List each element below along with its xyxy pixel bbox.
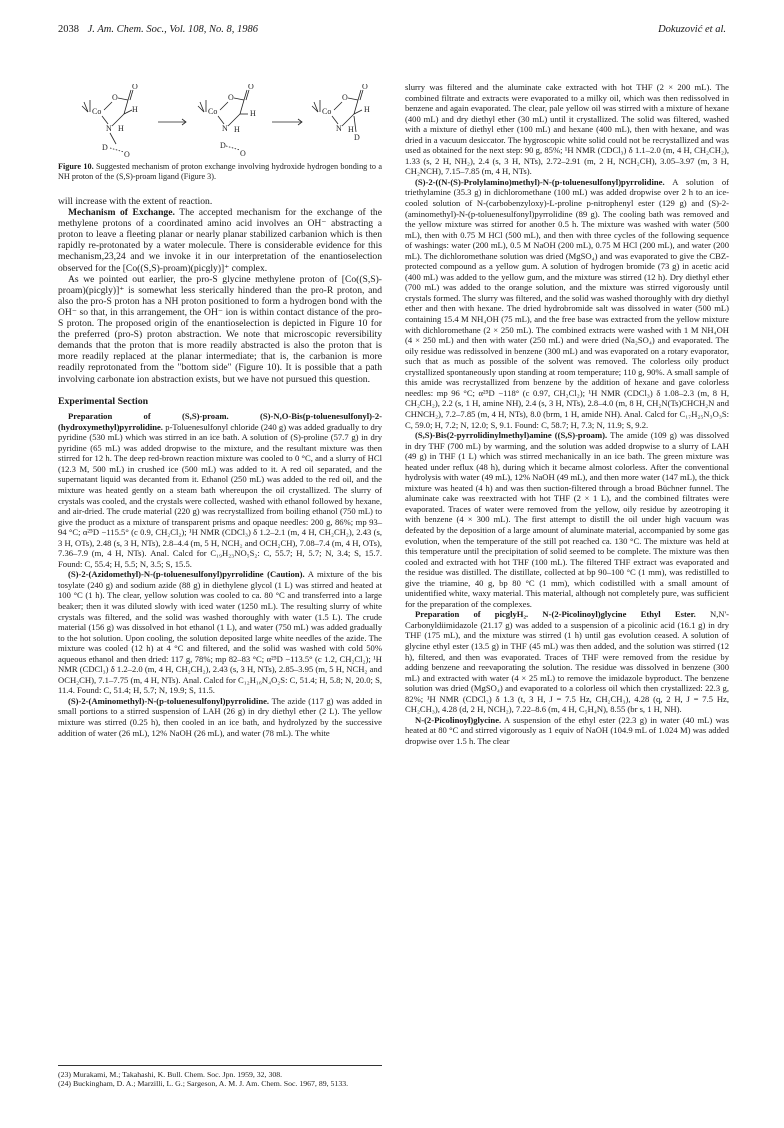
procedure-heading: N-(2-Picolinoyl)glycine. xyxy=(415,714,502,725)
figure-10-scheme xyxy=(58,84,382,160)
atom-o-2: O xyxy=(132,84,138,91)
atom-h-2: H xyxy=(118,124,124,133)
procedure-text: A mixture of the bis tosylate (240 g) and sodium azide (88 g) in diethylene glycol (1 L) was stirred and heated at 100 °C (1 h). The clear, yellow solution was cooled to ca. 80 °C and transferred into a large beaker; then it was diluted slowly with iced water (1250 mL). The resulting slurry of white crystals was filtered, and the solid was washed thoroughly with water (1.5 L). The crude material (156 g) was dissolved in hot ethanol (1 L), and water (750 mL) was added gradually to the hot solution. Upon cooling, the solution deposited large white needles of the azide. The mixture was cooled (12 h) at 4 °C and filtered, and the solid was washed with cold 50% aqueous ethanol and then dried: 117 g, 78%; mp 82–83 °C; α²⁵D −113.5° (c 1.2, CH₂Cl₂); ¹H NMR (CDCl₃) δ 1.2–2.0 (m, 4 H, CH₂CH₂), 2.43 (s, 3 H, NTs), 2.85–3.95 (m, 5 H, NCH₂ and OCH₂CH), 7.1–7.75 (m, 4 H, NTs). Anal. Calcd for C₁₂H₁₆N₄O₂S: C, 51.4; H, 5.8; N, 20.0; S, 11.4. Found: C, 51.4; H, 5.7; N, 19.9; S, 11.5. xyxy=(58,569,383,696)
footnotes xyxy=(58,1065,382,1089)
procedure-text: The azide (117 g) was added in small portions to a stirred suspension of LAH (26 g) in dry diethyl ether (2 L). The yellow mixture was stirred (0.25 h), then cooled in an ice bath, and hydrolyzed by the successive addition of water (26 mL), 12% NaOH (26 mL), and water (78 mL). The white xyxy=(58,695,382,738)
mechanism-paragraph xyxy=(58,207,382,274)
atom-o-4: O xyxy=(228,93,234,102)
procedure-paragraph xyxy=(405,177,729,430)
procedure-text: The amide (109 g) was dissolved in dry THF (700 mL) by warming, and the solution was added dropwise to a slurry of LAH (49 g) in THF (1 L) which was stirred mechanically in an ice bath. The green mixture was heated under reflux (48 h), during which it became almost colorless. After the conventional hydrolysis with water (49 mL), 12% NaOH (49 mL), and then more water (147 mL), the thick mixture was heated (4 h) and was then suction-filtered through a broad Büchner funnel. The aluminate cake was reextracted with hot THF (2 × 1 L), and the combined filtrates were evaporated. Traces of water were removed from the yellow, oily residue by azeotroping it with benzene (4 × 300 mL). The first attempt to distill the oil under high vacuum was defeated by the deposition of a large amount of aluminate material, accompanied by some gas evolution, when the temperature of the still pot reached ca. 130 °C. The mixture was held at this temperature until the precipitation of solid seemed to be complete. The mixture was then cooled and extracted with hot THF (100 mL). The filtered THF extract was evaporated and the residue was distilled. The distillate, collected at bp 90–100 °C (1 mm), was redistilled to give the triamine, 40 g, bp 80 °C (1 mm), which codistilled with a small amount of unidentified white, waxy material. This material, although not completely pure, was sufficient for the preparation of the complexes. xyxy=(405,430,729,609)
procedure-heading: Preparation of picglyH₂. N-(2-Picolinoyl)glycine Ethyl Ester. xyxy=(415,609,696,620)
atom-o-7: O xyxy=(342,93,348,102)
reaction-arrow-2 xyxy=(272,119,302,125)
procedure-paragraph xyxy=(405,715,729,747)
procedure-heading: (S)-2-((N-(S)-Prolylamino)methyl)-N-(p-toluenesulfonyl)pyrrolidine. xyxy=(415,176,665,187)
procedure-heading: Preparation of (S,S)-proam. (S)-N,O-Bis(p-toluenesulfonyl)-2-(hydroxymethyl)pyrrolidine. xyxy=(58,411,382,432)
atom-n-2: N xyxy=(222,124,228,133)
procedure-text: A solution of triethylamine (35.3 g) in dichloromethane (100 mL) was added dropwise over 2 h to an ice-cooled solution of N-(carbobenzyloxy)-L-proline p-nitrophenyl ester (129 g) and (S)-2-(aminomethyl)-N-(p-toluenesulfonyl)pyrrolidine (89 g). The cooling bath was removed and the yellow mixture was stirred for another 0.5 h. The mixture was washed with water (500 mL), then with 0.75 M HCl (500 mL), and then with three cycles of the following sequence of washings: water (200 mL), 0.5 M NaOH (200 mL), 0.75 M HCl (200 mL), and water (200 mL). The dichloromethane solution was dried (MgSO₄) and was evaporated to give the CBZ-protected compound as a yellow gum. A solution of hydrogen bromide (73 g) in acetic acid (400 mL) was added to the yellow gum, and the mixture was stirred (12 h). Dry diethyl ether (700 mL) was added to the orange solution, and the mixture was stirred vigorously until crystals formed. The slurry was filtered, and the solid was washed thoroughly with dry diethyl ether and then with hexane. The dried hydrobromide salt was dissolved in water (500 mL) containing 15.4 M NH₄OH (75 mL), and the free base was extracted from the yellow mixture with dichloromethane (2 × 250 mL). The combined extracts were washed with 1 M NH₄OH (4 × 250 mL) and then with water (250 mL) and were dried (Na₂SO₄) and evaporated. The oily residue was redissolved in benzene (300 mL) and was evaporated on a rotary evaporator, such that as much as possible of the solvent was removed. The colorless oily product crystallized spontaneously upon standing at room temperature; 110 g, 90%. A small sample of this amide was recrystallized from benzene by the addition of hexane and gave colorless needles: mp 96 °C; α²⁵D −118° (c 0.97, CH₂Cl₂); ¹H NMR (CDCl₃) δ 1.08–2.3 (m, 8 H, CH₂CH₂), 2.2 (s, 1 H, amine NH), 2.4 (s, 3 H, NTs), 2.8–4.0 (m, 8 H, CH₂N(Ts)CHCH₂N and CHNCH₂), 7.2–7.85 (m, 4 H, NTs), 8.0 (brm, 1 H, amide NH). Anal. Calcd for C₁₇H₂₅N₃O₃S: C, 59.0; H, 7.2; N, 12.0; S, 9.1. Found: C, 58.7; H, 7.3; N, 11.9; S, 9.2. xyxy=(405,176,729,430)
running-head xyxy=(58,24,726,40)
atom-d-2: D xyxy=(220,141,226,150)
procedure-paragraph xyxy=(58,569,382,696)
procedure-paragraph xyxy=(405,609,729,714)
procedure-paragraph xyxy=(58,696,382,738)
discussion-text xyxy=(58,196,382,385)
atom-o-8: O xyxy=(362,84,368,91)
atom-co-3: Co xyxy=(322,107,332,116)
procedure-paragraph xyxy=(58,411,382,569)
paragraph-text: The accepted mechanism for the exchange of the methylene protons of a coordinated amino acid involves an OH⁻ abstracting a proton to leave a fleeting planar or nearly planar stabilized carbanion which is then rapidly re-protonated by a water molecule. There is considerable evidence for this mechanism,23,24 and we invoke it in our interpretation of the enantioselection observed for the [Co((S,S)-proam)(picgly)]⁺ complex. xyxy=(58,207,382,274)
atom-n-1: N xyxy=(106,124,112,133)
running-head-left xyxy=(58,24,258,35)
author-line: Dokuzović et al. xyxy=(658,24,726,35)
atom-h-6: H xyxy=(348,125,354,134)
left-column xyxy=(58,84,382,738)
procedure-heading: (S)-2-(Azidomethyl)-N-(p-toluenesulfonyl)pyrrolidine (Caution). xyxy=(68,569,305,580)
procedure-heading: (S)-2-(Aminomethyl)-N-(p-toluenesulfonyl)pyrrolidine. xyxy=(68,695,270,706)
paragraph: As we pointed out earlier, the pro-S glycine methylene proton of [Co((S,S)-proam)(picgly)]⁺ is somewhat less sterically hindered than the pro-R proton, and also the pro-S proton has a NH proton positioned to form a hydrogen bond with the OH⁻ so that, in this arrangement, the OH⁻ ion is within contact distance of the pro-S proton. The proposed origin of the enantioselection is depicted in Figure 10 for the preferred (pro-S) proton abstraction. We note that microscopic reversibility demands that the proton that is more readily abstracted is also the proton that is more readily replaced at the planar intermediate; that is, the carbanion is more readily reprotonated from the "bottom side" (Figure 10). It is possible that a path involving carbonate ion abstraction exists, but we have not pursued this question. xyxy=(58,273,382,385)
experimental-section-title: Experimental Section xyxy=(58,395,149,407)
mechanism-diagram xyxy=(58,84,382,160)
atom-o-6: O xyxy=(240,149,246,158)
atom-co-2: Co xyxy=(208,107,218,116)
figure-caption-label: Figure 10. xyxy=(58,162,94,171)
atom-o-5: O xyxy=(248,84,254,91)
atom-d-1: D xyxy=(102,143,108,152)
atom-h-4: H xyxy=(234,125,240,134)
atom-co-1: Co xyxy=(92,107,102,116)
procedure-paragraph xyxy=(405,430,729,609)
reaction-arrow-1 xyxy=(158,119,186,125)
footnote-24: (24) Buckingham, D. A.; Marzilli, L. G.; Sargeson, A. M. J. Am. Chem. Soc. 1967, 89, 5133. xyxy=(58,1079,349,1089)
figure-caption xyxy=(58,162,382,182)
right-column xyxy=(405,82,729,746)
procedure-text: A suspension of the ethyl ester (22.3 g) in water (40 mL) was heated at 80 °C and stirred vigorously as 1 equiv of NaOH (104.9 mL of 1.024 M) was added dropwise over 1.5 h. The clear xyxy=(405,714,729,746)
atom-o-3: O xyxy=(124,150,130,159)
procedure-text: p-Toluenesulfonyl chloride (240 g) was added gradually to dry pyridine (530 mL) which was stirred in an ice bath. A solution of (S)-proline (57.7 g) in dry pyridine (65 mL) was added dropwise to the mixture, and the resultant mixture was then stirred for 12 h. The deep red-brown reaction mixture was cooled to 0 °C, and a slurry of HCl (12.3 M, 500 mL) in crushed ice (500 mL) was added to it. A red oil separated, and the supernatant liquid was decanted from it. Ethanol (250 mL) was added to the red oil, and the mixture was heated gently on a steam bath whereupon the oil crystallized. The slurry of crystals was cooled, and the crystals were collected, washed with ethanol followed by hexane, and air-dried. The crude material (220 g) was recrystallized from boiling ethanol (750 mL) to give the product as a mixture of transparent prisms and opaque needles: 200 g, 86%; mp 93–94 °C; α²⁵D −115.5° (c 0.9, CH₂Cl₂); ¹H NMR (CDCl₃) δ 1.2–2.1 (m, 4 H, CH₂CH₂), 2.43 (s, 3 H, OTs), 2.48 (s, 3 H, NTs), 2.8–4.4 (m, 5 H, NCH₂ and OCH₂CH), 7.08–7.4 (m, 4 H, OTs), 7.36–7.9 (m, 4 H, NTs). Anal. Calcd for C₁₉H₂₃NO₅S₂: C, 55.7; H, 5.7; N, 3.4; S, 15.7. Found: C, 55.4; H, 5.5; N, 3.5; S, 15.5. xyxy=(58,421,382,569)
experimental-text-right xyxy=(405,82,729,746)
structure-product xyxy=(312,84,370,142)
atom-o-1: O xyxy=(112,93,118,102)
atom-h-5: H xyxy=(364,105,370,114)
section-heading-mechanism: Mechanism of Exchange. xyxy=(68,207,175,219)
procedure-paragraph: slurry was filtered and the aluminate cake extracted with hot THF (2 × 200 mL). The combined filtrate and extracts were evaporated to a milky oil, which was then redissolved in benzene and again evaporated. The clear, pale yellow oil was stirred with a mixture of hexane (400 mL) and dry diethyl ether (30 mL) until it crystallized. The solid was filtered, washed with a mixture of diethyl ether (100 mL) and hexane (400 mL), then with hexane, and was dried in a vacuum desiccator. The hygroscopic white solid could not be recrystallized and was used as obtained for the next step: 90 g, 85%; ¹H NMR (CDCl₃) δ 1.1–2.0 (m, 4 H, CH₂CH₂), 1.33 (s, 2 H, NH₂), 2.4 (s, 3 H, NTs), 2.72–2.91 (m, 2 H, NCH₂CH), 3.05–3.97 (m, 3 H, CH₂NCH), 7.15–7.85 (m, 4 H, NTs). xyxy=(405,82,729,177)
experimental-text-left xyxy=(58,411,382,738)
page-number: 2038 xyxy=(58,24,79,35)
figure-caption-text: Suggested mechanism of proton exchange involving hydroxide hydrogen bonding to a NH proton of the (S,S)-proam ligand (Figure 3). xyxy=(58,162,382,181)
atom-h-3: H xyxy=(250,109,256,118)
procedure-text: N,N'-Carbonyldiimidazole (21.17 g) was added to a suspension of a picolinic acid (16.1 g) in dry THF (175 mL), and the mixture was stirred (1 h) until gas evolution ceased. A solution of glycine ethyl ester (13.5 g) in THF (45 mL) was then added, and the solution was stirred (12 h), filtered, and then was evaporated. Traces of THF were removed from the residue by adding benzene and reevaporating the solution. The residue was dissolved in benzene (300 mL) and extracted with water (4 × 25 mL) to remove the imidazole byproduct. The benzene solution was dried (MgSO₄) and evaporated to a colorless oil which then crystallized: 22.3 g, 82%; ¹H NMR (CDCl₃) δ 1.3 (t, 3 H, J = 7.5 Hz, CH₂CH₃), 4.28 (q, 2 H, J = 7.5 Hz, CH₂CH₃), 4.28 (d, 2 H, NCH₂), 7.22–8.6 (m, 4 H, C₅H₄N), 8.55 (br s, 1 H, NH). xyxy=(405,609,729,715)
journal-citation: J. Am. Chem. Soc., Vol. 108, No. 8, 1986 xyxy=(87,24,259,35)
atom-n-3: N xyxy=(336,124,342,133)
paragraph: will increase with the extent of reaction. xyxy=(58,196,213,207)
footnote-23: (23) Murakami, M.; Takahashi, K. Bull. Chem. Soc. Jpn. 1959, 32, 308. xyxy=(58,1070,283,1079)
atom-h-1: H xyxy=(132,105,138,114)
procedure-heading: (S,S)-Bis(2-pyrrolidinylmethyl)amine ((S,S)-proam). xyxy=(415,430,608,441)
atom-d-3: D xyxy=(354,133,360,142)
structure-intermediate xyxy=(198,84,256,158)
structure-reactant xyxy=(82,84,138,159)
